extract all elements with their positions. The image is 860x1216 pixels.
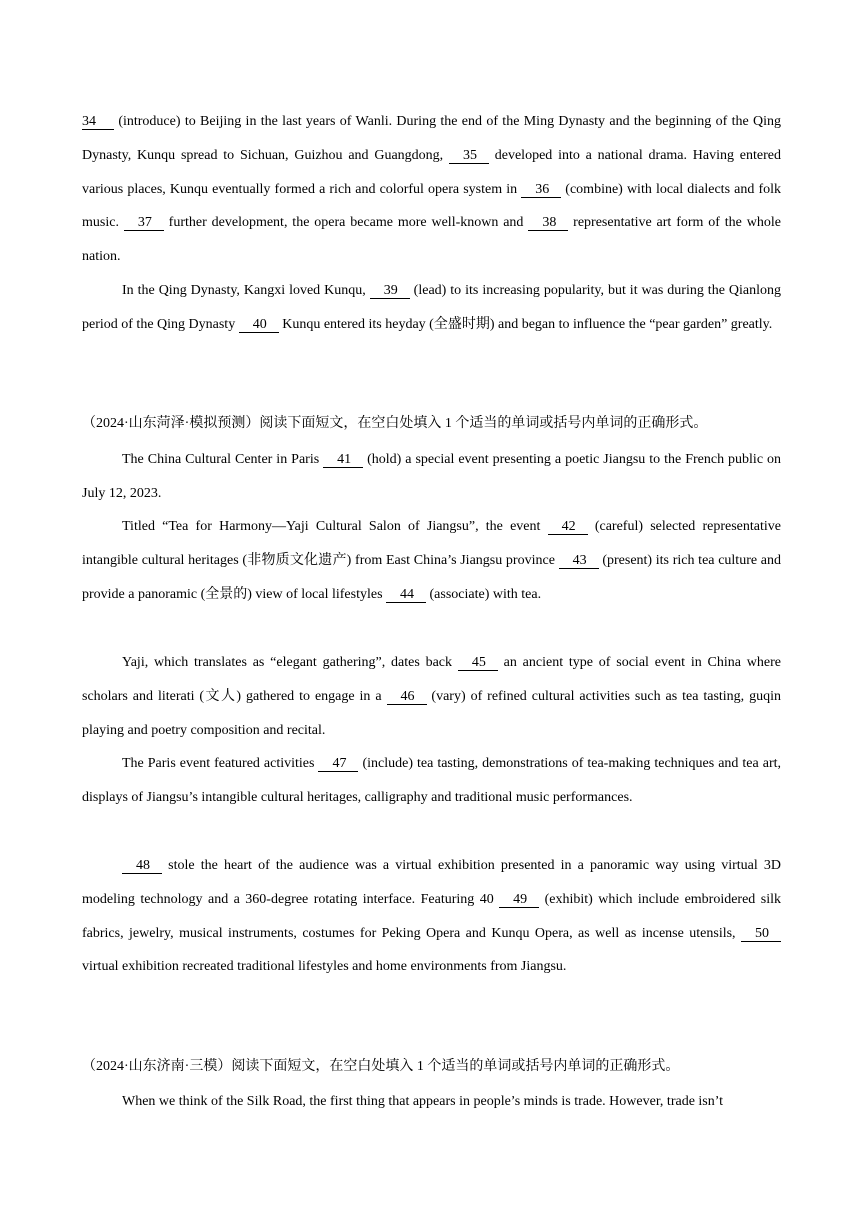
passage1-paragraph-1	[82, 105, 781, 274]
blank-39[interactable]: 39	[370, 284, 410, 299]
text: (vary) of refined cultural activities such as tea tasting, guqin playing and poetry composition and recital.	[82, 688, 782, 738]
blank-34[interactable]: 34	[82, 115, 114, 130]
text: Kunqu entered its heyday (全盛时期) and began to influence the “pear garden” greatly.	[278, 316, 773, 332]
text: (associate) with tea.	[426, 586, 542, 602]
text: (present) its rich tea culture and provide a panoramic (全景的) view of local lifestyles	[82, 552, 781, 602]
passage1-paragraph-2	[82, 274, 781, 342]
blank-38[interactable]: 38	[528, 216, 568, 231]
text: Titled “Tea for Harmony—Yaji Cultural Salon of Jiangsu”, the event	[122, 519, 548, 534]
text: The China Cultural Center in Paris	[122, 452, 324, 467]
passage3-paragraph-1	[82, 1085, 781, 1119]
blank-41[interactable]: 41	[323, 453, 363, 468]
passage3-heading: （2024·山东济南·三模）阅读下面短文，在空白处填入 1 个适当的单词或括号内单词的正确形式。	[82, 1059, 680, 1074]
blank-35[interactable]: 35	[449, 149, 489, 164]
passage2-paragraph-4	[82, 747, 781, 815]
text: an ancient type of social event in China where scholars and literati (文人) gathered to engage in a	[82, 655, 782, 704]
text: stole the heart of the audience was a virtual exhibition presented in a panoramic way using virtual 3D modeling technology and a 360-degree rotating interface. Featuring 40	[82, 858, 781, 907]
text: (include) tea tasting, demonstrations of tea-making techniques and tea art, displays of Jiangsu’s intangible cultural heritages, calligraphy and traditional music performances.	[82, 756, 781, 805]
text: further development, the opera became more well-known and	[163, 215, 529, 231]
passage2-paragraph-5	[82, 849, 781, 984]
blank-46[interactable]: 46	[387, 690, 427, 705]
text: The Paris event featured activities	[122, 756, 319, 771]
blank-45[interactable]: 45	[458, 656, 498, 671]
text: representative art form of the whole nation.	[82, 215, 781, 265]
text: (careful) selected representative intangible cultural heritages (非物质文化遗产) from East China’s Jiangsu province	[82, 519, 781, 568]
text: (exhibit) which include embroidered silk fabrics, jewelry, musical instruments, costumes for Peking Opera and Kunqu Opera, as well as incense utensils,	[82, 891, 781, 941]
blank-37[interactable]: 37	[124, 216, 164, 231]
text: (hold) a special event presenting a poetic Jiangsu to the French public on July 12, 2023.	[82, 452, 782, 501]
blank-44[interactable]: 44	[386, 588, 426, 603]
text: Yaji, which translates as “elegant gathering”, dates back	[122, 655, 458, 670]
text: (lead) to its increasing popularity, but it was during the Qianlong period of the Qing Dynasty	[82, 283, 781, 332]
blank-42[interactable]: 42	[548, 520, 588, 535]
text: In the Qing Dynasty, Kangxi loved Kunqu,	[122, 283, 370, 298]
passage2-paragraph-2	[82, 510, 781, 611]
blank-36[interactable]: 36	[521, 183, 561, 198]
text: (introduce) to Beijing in the last years of Wanli. During the end of the Ming Dynasty and the beginning of the Qing Dynasty, Kunqu spread to Sichuan, Guizhou and Guangdong,	[82, 114, 781, 163]
text: virtual exhibition recreated traditional lifestyles and home environments from Jiangsu.	[82, 959, 567, 975]
blank-47[interactable]: 47	[318, 757, 358, 772]
text: developed into a national drama. Having entered various places, Kunqu eventually formed a rich and colorful opera system in	[82, 147, 781, 197]
blank-49[interactable]: 49	[499, 893, 539, 908]
blank-40[interactable]: 40	[239, 318, 279, 333]
text: When we think of the Silk Road, the first thing that appears in people’s minds is trade. However, trade isn’t	[122, 1094, 724, 1109]
passage2-paragraph-3	[82, 646, 781, 747]
blank-48[interactable]: 48	[122, 859, 162, 874]
blank-50[interactable]: 50	[741, 927, 781, 942]
blank-43[interactable]: 43	[559, 554, 599, 569]
passage2-paragraph-1	[82, 443, 781, 511]
text: (combine) with local dialects and folk music.	[82, 181, 781, 231]
passage2-heading: （2024·山东菏泽·模拟预测）阅读下面短文，在空白处填入 1 个适当的单词或括号内单词的正确形式。	[82, 416, 708, 431]
